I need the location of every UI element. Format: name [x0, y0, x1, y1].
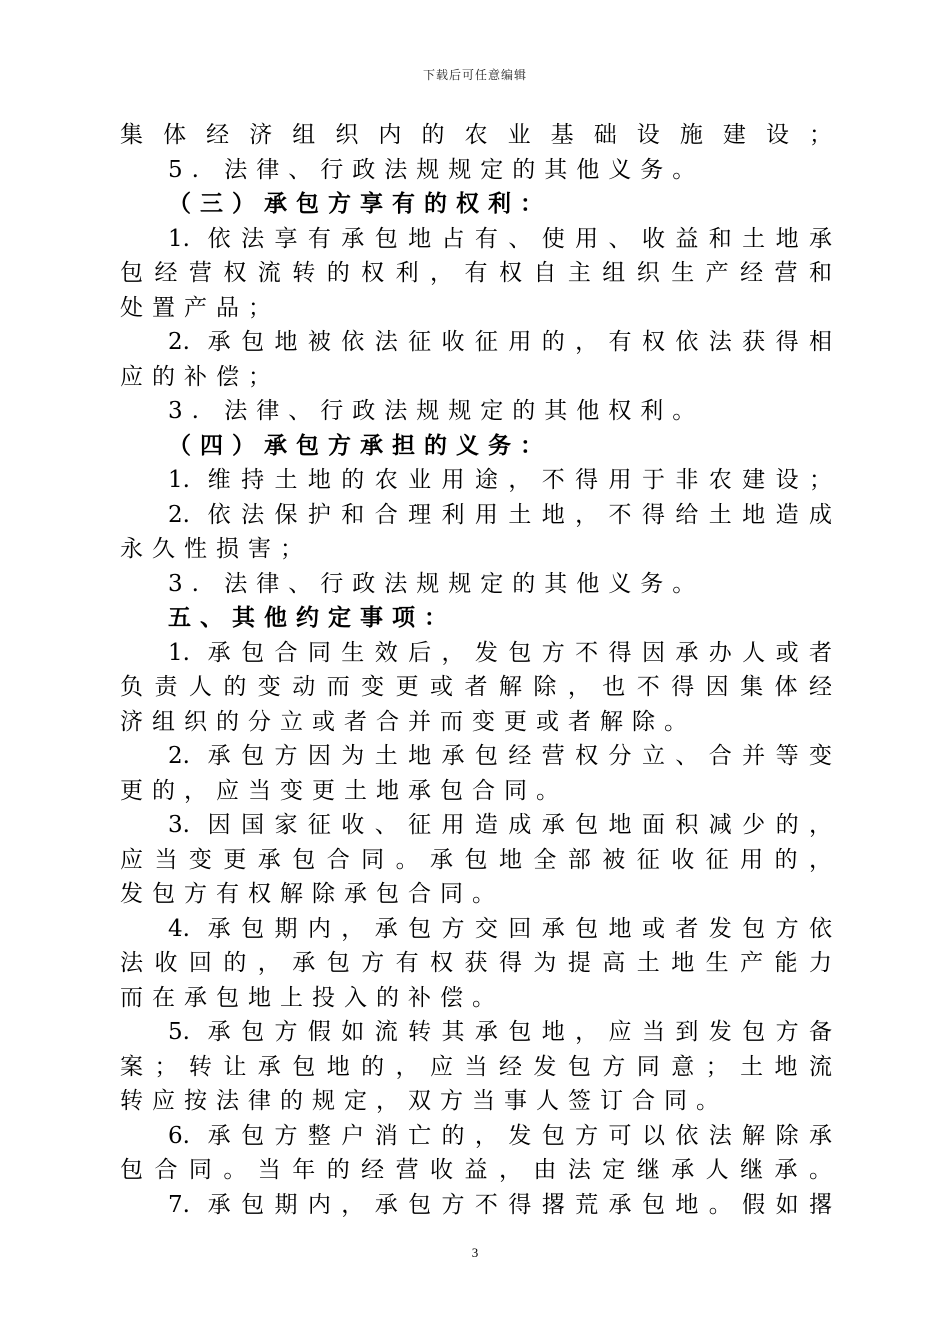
text-line: 应当变更承包合同。承包地全部被征收征用的，	[120, 846, 832, 873]
document-body	[120, 118, 832, 1222]
text-line: 1. 承包合同生效后，发包方不得因承办人或者	[168, 639, 832, 666]
text-line: 案；转让承包地的，应当经发包方同意；土地流	[120, 1053, 832, 1080]
text-line: 法收回的，承包方有权获得为提高土地生产能力	[120, 950, 832, 976]
section-heading: （三）承包方享有的权利：	[168, 191, 552, 217]
text-line: 3. 法律、行政法规规定的其他权利。	[168, 398, 705, 424]
text-line: 4. 承包期内，承包方交回承包地或者发包方依	[168, 915, 832, 942]
text-line: 1. 维持土地的农业用途，不得用于非农建设；	[168, 467, 832, 493]
text-line: 处置产品；	[120, 294, 280, 321]
text-line: 永久性损害；	[120, 536, 312, 562]
text-line: 包经营权流转的权利，有权自主组织生产经营和	[120, 260, 832, 286]
page-number: 3	[471, 1245, 479, 1260]
text-line: 负责人的变动而变更或者解除，也不得因集体经	[120, 674, 832, 700]
text-line: 集体经济组织内的农业基础设施建设；	[120, 122, 832, 148]
text-line: 2. 承包地被依法征收征用的，有权依法获得相	[168, 329, 832, 355]
text-line: 3. 因国家征收、征用造成承包地面积减少的，	[168, 812, 832, 838]
page-header: 下载后可任意编辑	[422, 68, 527, 82]
text-line: 5. 承包方假如流转其承包地，应当到发包方备	[168, 1019, 832, 1045]
text-line: 3. 法律、行政法规规定的其他义务。	[168, 570, 705, 597]
text-line: 2. 承包方因为土地承包经营权分立、合并等变	[168, 743, 832, 769]
text-line: 更的，应当变更土地承包合同。	[120, 777, 568, 804]
text-line: 7. 承包期内，承包方不得撂荒承包地。假如撂	[168, 1191, 832, 1218]
text-line: 2. 依法保护和合理利用土地，不得给土地造成	[168, 501, 832, 528]
text-line: 5. 法律、行政法规规定的其他义务。	[168, 156, 705, 183]
text-line: 济组织的分立或者合并而变更或者解除。	[120, 708, 696, 735]
text-line: 而在承包地上投入的补偿。	[120, 984, 504, 1011]
text-line: 转应按法律的规定，双方当事人签订合同。	[120, 1088, 728, 1114]
text-line: 6. 承包方整户消亡的，发包方可以依法解除承	[168, 1122, 832, 1149]
section-heading: 五、其他约定事项：	[168, 605, 456, 631]
text-line: 1. 依法享有承包地占有、使用、收益和土地承	[168, 225, 832, 252]
text-line: 发包方有权解除承包合同。	[120, 881, 504, 907]
text-line: 应的补偿；	[120, 363, 280, 390]
section-heading: （四）承包方承担的义务：	[168, 432, 552, 459]
text-line: 包合同。当年的经营收益，由法定继承人继承。	[120, 1157, 832, 1183]
